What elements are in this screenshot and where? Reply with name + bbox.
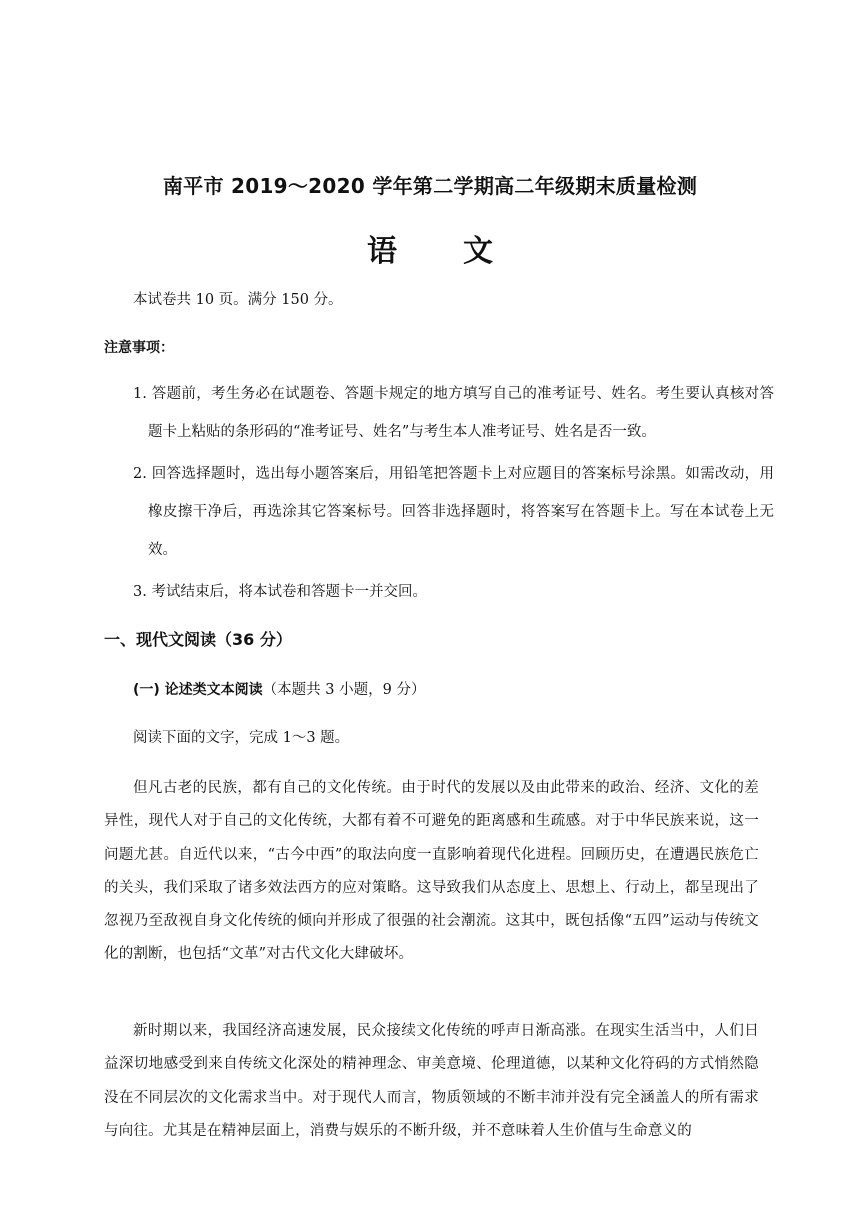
passage-paragraph-1: 但凡古老的民族，都有自己的文化传统。由于时代的发展以及由此带来的政治、经济、文化的差异性，现代人对于自己的文化传统，大都有着不可避免的距离感和生疏感。对于中华民族来说，这一问题尤甚。自近代以来，“古今中西”的取法向度一直影响着现代化进程。回顾历史，在遭遇民族危亡的关头，我们采取了诸多效法西方的应对策略。这导致我们从态度上、思想上、行动上，都呈现出了忽视乃至敌视自身文化传统的倾向并形成了很强的社会潮流。这其中，既包括像“五四”运动与传统文化的割断，也包括“文革”对古代文化大肆破坏。: [104, 780, 759, 963]
notice-item-2: 2. 回答选择题时，选出每小题答案后，用铅笔把答题卡上对应题目的答案标号涂黑。如需改动，用橡皮擦干净后，再选涂其它答案标号。回答非选择题时，将答案写在答题卡上。写在本试卷上无效。: [133, 466, 774, 558]
exam-intro: 本试卷共 10 页。满分 150 分。: [133, 292, 343, 308]
notice-item-3: 3. 考试结束后，将本试卷和答题卡一并交回。: [133, 584, 427, 600]
passage-paragraph-2: 新时期以来，我国经济高速发展，民众接续文化传统的呼声日渐高涨。在现实生活当中，人们日益深切地感受到来自传统文化深处的精神理念、审美意境、伦理道德，以某种文化符码的方式悄然隐没在不同层次的文化需求当中。对于现代人而言，物质领域的不断丰沛并没有完全涵盖人的所有需求与向往。尤其是在精神层面上，消费与娱乐的不断升级，并不意味着人生价值与生命意义的: [104, 1023, 759, 1139]
subsection-heading-line: [133, 680, 425, 700]
subject-title: 语文: [367, 234, 559, 269]
notice-item-1: 1. 答题前，考生务必在试题卷、答题卡规定的地方填写自己的准考证号、姓名。考生要认真核对答题卡上粘贴的条形码的“准考证号、姓名”与考生本人准考证号、姓名是否一致。: [133, 386, 774, 440]
section-one-heading: 一、现代文阅读（36 分）: [104, 630, 292, 649]
reading-instruction: 阅读下面的文字，完成 1～3 题。: [133, 730, 350, 746]
subsection-note: （本题共 3 小题，9 分）: [262, 682, 426, 698]
notice-heading: 注意事项：: [104, 340, 174, 356]
exam-title: 南平市 2019～2020 学年第二学期高二年级期末质量检测: [162, 174, 698, 198]
subsection-heading: (一) 论述类文本阅读: [133, 682, 263, 698]
